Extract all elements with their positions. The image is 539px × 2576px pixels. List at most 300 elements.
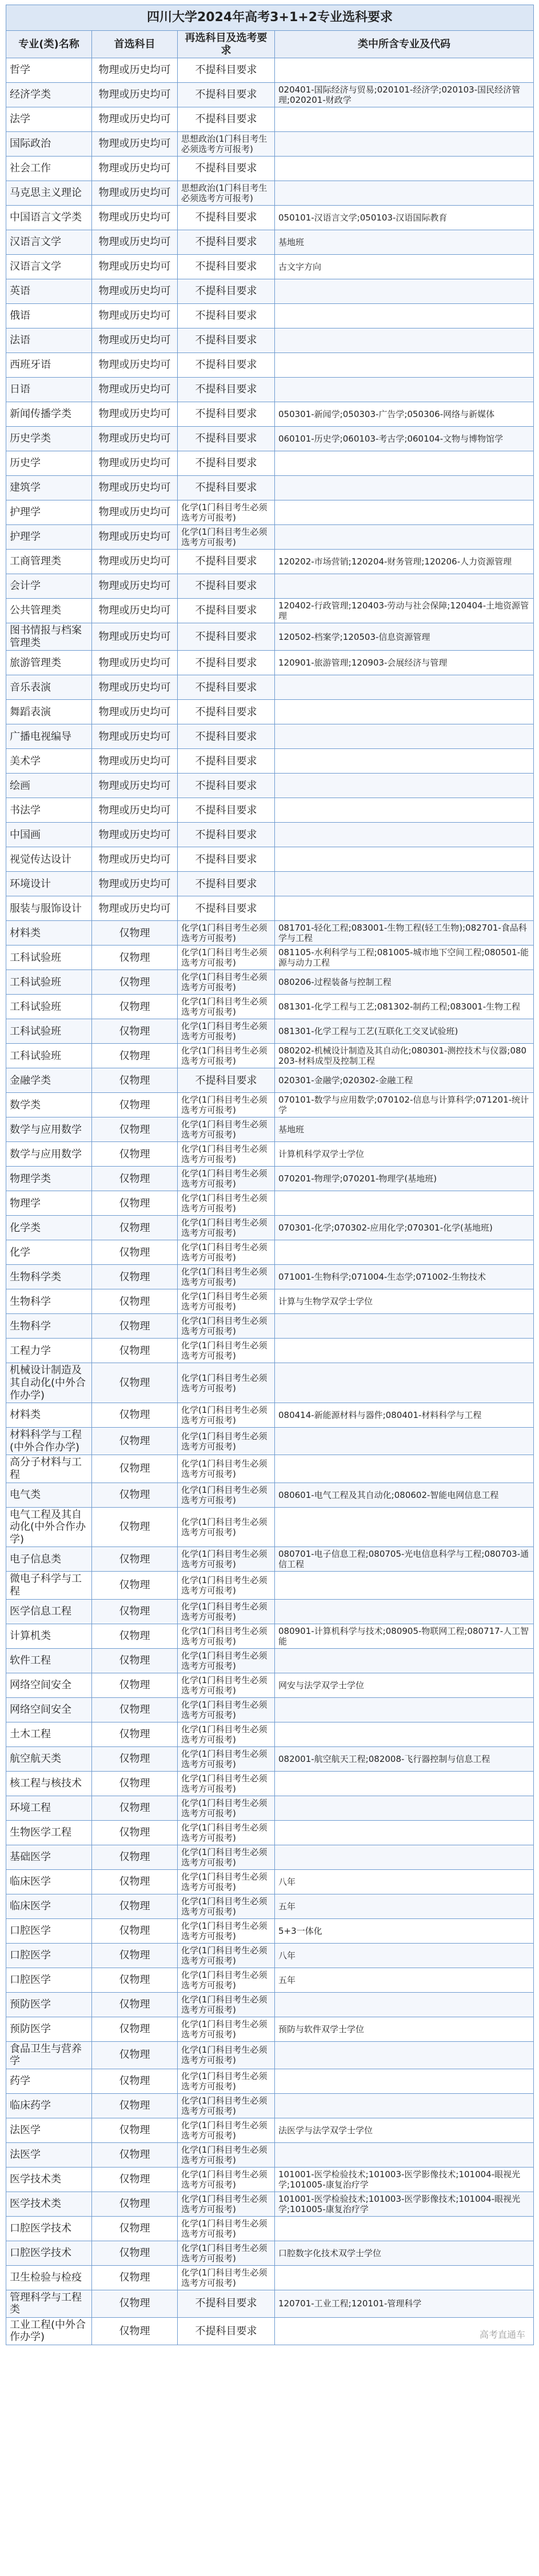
cell-included-majors — [275, 1648, 534, 1673]
table-row — [6, 1167, 534, 1191]
table-row — [6, 1746, 534, 1771]
cell-included-majors — [275, 872, 534, 896]
cell-second-subject: 化学(1门科目考生必须选考方可报考) — [178, 2192, 275, 2216]
cell-included-majors: 080701-电子信息工程;080705-光电信息科学与工程;080703-通信工程 — [275, 1547, 534, 1572]
table-row — [6, 1363, 534, 1403]
cell-major: 电气类 — [6, 1483, 92, 1507]
cell-first-subject: 仅物理 — [92, 1019, 178, 1044]
table-row — [6, 1428, 534, 1455]
table-row — [6, 1943, 534, 1968]
table-row — [6, 946, 534, 970]
cell-first-subject: 仅物理 — [92, 970, 178, 995]
cell-major: 医学技术类 — [6, 2167, 92, 2192]
cell-first-subject: 物理或历史均可 — [92, 550, 178, 574]
cell-first-subject: 仅物理 — [92, 1068, 178, 1093]
cell-second-subject: 不提科目要求 — [178, 476, 275, 500]
cell-first-subject: 物理或历史均可 — [92, 353, 178, 378]
cell-first-subject: 物理或历史均可 — [92, 798, 178, 823]
cell-included-majors — [275, 1599, 534, 1624]
cell-first-subject: 物理或历史均可 — [92, 304, 178, 328]
cell-second-subject: 化学(1门科目考生必须选考方可报考) — [178, 1289, 275, 1314]
cell-major: 材料科学与工程(中外合作办学) — [6, 1428, 92, 1455]
cell-second-subject: 不提科目要求 — [178, 896, 275, 921]
cell-major: 图书情报与档案管理类 — [6, 623, 92, 651]
table-row — [6, 1722, 534, 1746]
cell-included-majors: 基地班 — [275, 1117, 534, 1142]
cell-major: 中国语言文学类 — [6, 206, 92, 230]
cell-major: 生物科学类 — [6, 1265, 92, 1289]
table-row — [6, 476, 534, 500]
table-row — [6, 921, 534, 946]
table-body — [6, 58, 534, 2345]
table-row — [6, 2192, 534, 2216]
cell-second-subject: 不提科目要求 — [178, 157, 275, 181]
cell-included-majors: 101001-医学检验技术;101003-医学影像技术;101004-眼视光学;101005-康复治疗学 — [275, 2167, 534, 2192]
cell-major: 材料类 — [6, 1403, 92, 1428]
table-row — [6, 83, 534, 107]
cell-first-subject: 物理或历史均可 — [92, 774, 178, 798]
cell-first-subject: 物理或历史均可 — [92, 402, 178, 427]
cell-second-subject: 化学(1门科目考生必须选考方可报考) — [178, 1216, 275, 1240]
cell-second-subject: 不提科目要求 — [178, 550, 275, 574]
table-row — [6, 1216, 534, 1240]
table-row — [6, 1673, 534, 1697]
cell-major: 物理学类 — [6, 1167, 92, 1191]
cell-second-subject: 化学(1门科目考生必须选考方可报考) — [178, 1339, 275, 1363]
cell-second-subject: 化学(1门科目考生必须选考方可报考) — [178, 1746, 275, 1771]
cell-first-subject: 仅物理 — [92, 1771, 178, 1796]
cell-second-subject: 思想政治(1门科目考生必须选考方可报考) — [178, 132, 275, 157]
cell-major: 临床医学 — [6, 1869, 92, 1894]
cell-included-majors — [275, 157, 534, 181]
cell-first-subject: 仅物理 — [92, 2192, 178, 2216]
cell-major: 数学与应用数学 — [6, 1117, 92, 1142]
cell-major: 化学 — [6, 1240, 92, 1265]
cell-second-subject: 化学(1门科目考生必须选考方可报考) — [178, 1648, 275, 1673]
cell-included-majors — [275, 1572, 534, 1599]
cell-included-majors — [275, 500, 534, 525]
cell-second-subject: 不提科目要求 — [178, 353, 275, 378]
cell-major: 工科试验班 — [6, 1044, 92, 1068]
table-row — [6, 1068, 534, 1093]
cell-major: 软件工程 — [6, 1648, 92, 1673]
column-header-included-majors: 类中所含专业及代码 — [275, 31, 534, 58]
cell-first-subject: 仅物理 — [92, 1117, 178, 1142]
cell-second-subject: 不提科目要求 — [178, 427, 275, 451]
cell-first-subject: 仅物理 — [92, 2317, 178, 2345]
cell-major: 会计学 — [6, 574, 92, 599]
cell-included-majors — [275, 724, 534, 749]
cell-second-subject: 不提科目要求 — [178, 651, 275, 675]
cell-included-majors — [275, 1845, 534, 1869]
cell-first-subject: 仅物理 — [92, 1428, 178, 1455]
cell-included-majors: 八年 — [275, 1943, 534, 1968]
table-row — [6, 2041, 534, 2069]
cell-first-subject: 物理或历史均可 — [92, 500, 178, 525]
cell-major: 舞蹈表演 — [6, 700, 92, 724]
table-row — [6, 1599, 534, 1624]
cell-major: 化学类 — [6, 1216, 92, 1240]
cell-first-subject: 物理或历史均可 — [92, 255, 178, 279]
cell-second-subject: 不提科目要求 — [178, 402, 275, 427]
cell-second-subject: 不提科目要求 — [178, 378, 275, 402]
cell-second-subject: 不提科目要求 — [178, 58, 275, 83]
cell-major: 工程力学 — [6, 1339, 92, 1363]
cell-major: 新闻传播学类 — [6, 402, 92, 427]
cell-major: 日语 — [6, 378, 92, 402]
cell-included-majors: 120701-工业工程;120101-管理科学 — [275, 2290, 534, 2317]
cell-second-subject: 化学(1门科目考生必须选考方可报考) — [178, 1943, 275, 1968]
table-row — [6, 700, 534, 724]
table-row — [6, 132, 534, 157]
cell-major: 数学类 — [6, 1093, 92, 1117]
cell-first-subject: 仅物理 — [92, 1216, 178, 1240]
cell-major: 工科试验班 — [6, 970, 92, 995]
cell-first-subject: 物理或历史均可 — [92, 58, 178, 83]
cell-major: 音乐表演 — [6, 675, 92, 700]
table-row — [6, 823, 534, 847]
cell-major: 哲学 — [6, 58, 92, 83]
table-row — [6, 378, 534, 402]
table-row — [6, 1820, 534, 1845]
cell-major: 物理学 — [6, 1191, 92, 1216]
cell-major: 马克思主义理论 — [6, 181, 92, 206]
cell-first-subject: 仅物理 — [92, 1167, 178, 1191]
cell-major: 食品卫生与营养学 — [6, 2041, 92, 2069]
cell-included-majors — [275, 304, 534, 328]
cell-included-majors: 预防与软件双学士学位 — [275, 2017, 534, 2041]
table-row — [6, 328, 534, 353]
table-row — [6, 2069, 534, 2093]
cell-major: 基础医学 — [6, 1845, 92, 1869]
cell-major: 工商管理类 — [6, 550, 92, 574]
cell-second-subject: 不提科目要求 — [178, 255, 275, 279]
cell-major: 西班牙语 — [6, 353, 92, 378]
cell-included-majors: 070201-物理学;070201-物理学(基地班) — [275, 1167, 534, 1191]
cell-included-majors — [275, 2093, 534, 2118]
cell-major: 工科试验班 — [6, 1019, 92, 1044]
cell-major: 金融学类 — [6, 1068, 92, 1093]
cell-first-subject: 物理或历史均可 — [92, 83, 178, 107]
cell-first-subject: 仅物理 — [92, 1845, 178, 1869]
cell-major: 经济学类 — [6, 83, 92, 107]
cell-included-majors — [275, 896, 534, 921]
cell-major: 法医学 — [6, 2118, 92, 2142]
table-row — [6, 1483, 534, 1507]
cell-first-subject: 仅物理 — [92, 1599, 178, 1624]
cell-second-subject: 化学(1门科目考生必须选考方可报考) — [178, 1992, 275, 2017]
cell-major: 生物科学 — [6, 1289, 92, 1314]
cell-second-subject: 不提科目要求 — [178, 451, 275, 476]
cell-first-subject: 仅物理 — [92, 1722, 178, 1746]
cell-second-subject: 化学(1门科目考生必须选考方可报考) — [178, 995, 275, 1019]
table-row — [6, 847, 534, 872]
table-row — [6, 1093, 534, 1117]
cell-second-subject: 化学(1门科目考生必须选考方可报考) — [178, 2017, 275, 2041]
cell-included-majors — [275, 476, 534, 500]
cell-first-subject: 物理或历史均可 — [92, 328, 178, 353]
cell-second-subject: 不提科目要求 — [178, 774, 275, 798]
cell-first-subject: 物理或历史均可 — [92, 107, 178, 132]
cell-major: 口腔医学技术 — [6, 2241, 92, 2265]
cell-second-subject: 化学(1门科目考生必须选考方可报考) — [178, 1968, 275, 1992]
table-row — [6, 2118, 534, 2142]
table-row — [6, 1796, 534, 1820]
cell-major: 数学与应用数学 — [6, 1142, 92, 1167]
table-row — [6, 2216, 534, 2241]
cell-second-subject: 化学(1门科目考生必须选考方可报考) — [178, 1547, 275, 1572]
cell-second-subject: 化学(1门科目考生必须选考方可报考) — [178, 921, 275, 946]
table-row — [6, 255, 534, 279]
cell-major: 网络空间安全 — [6, 1673, 92, 1697]
cell-second-subject: 不提科目要求 — [178, 749, 275, 774]
cell-second-subject: 化学(1门科目考生必须选考方可报考) — [178, 2142, 275, 2167]
cell-second-subject: 化学(1门科目考生必须选考方可报考) — [178, 1845, 275, 1869]
cell-first-subject: 仅物理 — [92, 1943, 178, 1968]
cell-second-subject: 不提科目要求 — [178, 2290, 275, 2317]
cell-second-subject: 化学(1门科目考生必须选考方可报考) — [178, 2216, 275, 2241]
column-header-second-subject: 再选科目及选考要求 — [178, 31, 275, 58]
table-row — [6, 774, 534, 798]
cell-major: 临床药学 — [6, 2093, 92, 2118]
cell-major: 机械设计制造及其自动化(中外合作办学) — [6, 1363, 92, 1403]
cell-major: 临床医学 — [6, 1894, 92, 1918]
cell-first-subject: 仅物理 — [92, 1673, 178, 1697]
cell-included-majors: 120402-行政管理;120403-劳动与社会保障;120404-土地资源管理 — [275, 599, 534, 623]
table-row — [6, 1992, 534, 2017]
table-row — [6, 574, 534, 599]
cell-second-subject: 不提科目要求 — [178, 700, 275, 724]
cell-major: 预防医学 — [6, 1992, 92, 2017]
cell-second-subject: 化学(1门科目考生必须选考方可报考) — [178, 1117, 275, 1142]
cell-included-majors — [275, 1363, 534, 1403]
cell-first-subject: 仅物理 — [92, 1547, 178, 1572]
cell-included-majors: 080601-电气工程及其自动化;080602-智能电网信息工程 — [275, 1483, 534, 1507]
cell-included-majors — [275, 1796, 534, 1820]
cell-first-subject: 仅物理 — [92, 1507, 178, 1547]
cell-major: 建筑学 — [6, 476, 92, 500]
cell-included-majors — [275, 378, 534, 402]
cell-included-majors — [275, 1820, 534, 1845]
cell-first-subject: 仅物理 — [92, 1240, 178, 1265]
cell-major: 高分子材料与工程 — [6, 1455, 92, 1483]
cell-first-subject: 仅物理 — [92, 2069, 178, 2093]
cell-second-subject: 化学(1门科目考生必须选考方可报考) — [178, 1044, 275, 1068]
cell-first-subject: 物理或历史均可 — [92, 132, 178, 157]
column-header-major: 专业(类)名称 — [6, 31, 92, 58]
table-row — [6, 1845, 534, 1869]
cell-included-majors: 5+3一体化 — [275, 1918, 534, 1943]
cell-major: 医学信息工程 — [6, 1599, 92, 1624]
table-row — [6, 724, 534, 749]
cell-second-subject: 化学(1门科目考生必须选考方可报考) — [178, 1363, 275, 1403]
cell-first-subject: 仅物理 — [92, 1044, 178, 1068]
cell-included-majors — [275, 2216, 534, 2241]
cell-included-majors: 五年 — [275, 1894, 534, 1918]
cell-first-subject: 物理或历史均可 — [92, 427, 178, 451]
cell-major: 汉语言文学 — [6, 255, 92, 279]
table-row — [6, 427, 534, 451]
cell-major: 口腔医学 — [6, 1968, 92, 1992]
cell-major: 土木工程 — [6, 1722, 92, 1746]
cell-first-subject: 物理或历史均可 — [92, 872, 178, 896]
cell-second-subject: 化学(1门科目考生必须选考方可报考) — [178, 1403, 275, 1428]
table-row — [6, 1117, 534, 1142]
cell-first-subject: 仅物理 — [92, 1314, 178, 1339]
cell-first-subject: 仅物理 — [92, 1483, 178, 1507]
cell-major: 俄语 — [6, 304, 92, 328]
cell-second-subject: 化学(1门科目考生必须选考方可报考) — [178, 2041, 275, 2069]
cell-second-subject: 化学(1门科目考生必须选考方可报考) — [178, 2118, 275, 2142]
table-row — [6, 1697, 534, 1722]
cell-major: 公共管理类 — [6, 599, 92, 623]
cell-major: 口腔医学技术 — [6, 2216, 92, 2241]
cell-included-majors — [275, 574, 534, 599]
cell-first-subject: 仅物理 — [92, 2216, 178, 2241]
table-row — [6, 896, 534, 921]
table-row — [6, 500, 534, 525]
cell-major: 法学 — [6, 107, 92, 132]
table-row — [6, 1507, 534, 1547]
cell-included-majors — [275, 1722, 534, 1746]
table-row — [6, 353, 534, 378]
cell-first-subject: 仅物理 — [92, 1142, 178, 1167]
cell-second-subject: 不提科目要求 — [178, 1068, 275, 1093]
cell-major: 微电子科学与工程 — [6, 1572, 92, 1599]
table-row — [6, 2241, 534, 2265]
cell-first-subject: 仅物理 — [92, 2118, 178, 2142]
cell-major: 生物医学工程 — [6, 1820, 92, 1845]
cell-major: 中国画 — [6, 823, 92, 847]
cell-second-subject: 不提科目要求 — [178, 724, 275, 749]
cell-major: 网络空间安全 — [6, 1697, 92, 1722]
cell-major: 社会工作 — [6, 157, 92, 181]
cell-first-subject: 仅物理 — [92, 946, 178, 970]
table-row — [6, 1191, 534, 1216]
cell-major: 口腔医学 — [6, 1943, 92, 1968]
cell-second-subject: 化学(1门科目考生必须选考方可报考) — [178, 500, 275, 525]
cell-first-subject: 物理或历史均可 — [92, 896, 178, 921]
cell-first-subject: 物理或历史均可 — [92, 476, 178, 500]
cell-included-majors: 080414-新能源材料与器件;080401-材料科学与工程 — [275, 1403, 534, 1428]
cell-included-majors — [275, 1771, 534, 1796]
cell-second-subject: 化学(1门科目考生必须选考方可报考) — [178, 1191, 275, 1216]
cell-first-subject: 仅物理 — [92, 1648, 178, 1673]
column-header-first-subject: 首选科目 — [92, 31, 178, 58]
cell-included-majors: 计算与生物学双学士学位 — [275, 1289, 534, 1314]
cell-first-subject: 仅物理 — [92, 995, 178, 1019]
cell-first-subject: 仅物理 — [92, 1869, 178, 1894]
table-row — [6, 525, 534, 550]
cell-included-majors — [275, 328, 534, 353]
table-row — [6, 749, 534, 774]
cell-first-subject: 仅物理 — [92, 1746, 178, 1771]
cell-second-subject: 化学(1门科目考生必须选考方可报考) — [178, 1167, 275, 1191]
table-row — [6, 181, 534, 206]
cell-major: 旅游管理类 — [6, 651, 92, 675]
cell-included-majors: 080901-计算机科学与技术;080905-物联网工程;080717-人工智能 — [275, 1624, 534, 1648]
cell-included-majors — [275, 279, 534, 304]
cell-major: 环境工程 — [6, 1796, 92, 1820]
cell-major: 预防医学 — [6, 2017, 92, 2041]
cell-first-subject: 物理或历史均可 — [92, 847, 178, 872]
cell-second-subject: 化学(1门科目考生必须选考方可报考) — [178, 2069, 275, 2093]
cell-first-subject: 仅物理 — [92, 1403, 178, 1428]
cell-major: 护理学 — [6, 500, 92, 525]
cell-major: 护理学 — [6, 525, 92, 550]
cell-second-subject: 化学(1门科目考生必须选考方可报考) — [178, 2265, 275, 2290]
cell-included-majors: 古文字方向 — [275, 255, 534, 279]
cell-first-subject: 物理或历史均可 — [92, 451, 178, 476]
cell-major: 管理科学与工程类 — [6, 2290, 92, 2317]
watermark: 高考直通车 — [479, 2329, 525, 2341]
table-row — [6, 1455, 534, 1483]
cell-first-subject: 仅物理 — [92, 1820, 178, 1845]
cell-second-subject: 思想政治(1门科目考生必须选考方可报考) — [178, 181, 275, 206]
cell-second-subject: 不提科目要求 — [178, 574, 275, 599]
cell-second-subject: 化学(1门科目考生必须选考方可报考) — [178, 1697, 275, 1722]
cell-included-majors — [275, 181, 534, 206]
cell-first-subject: 仅物理 — [92, 1339, 178, 1363]
cell-second-subject: 不提科目要求 — [178, 599, 275, 623]
table-row — [6, 2290, 534, 2317]
cell-major: 美术学 — [6, 749, 92, 774]
cell-first-subject: 仅物理 — [92, 1093, 178, 1117]
cell-second-subject: 化学(1门科目考生必须选考方可报考) — [178, 1019, 275, 1044]
cell-second-subject: 化学(1门科目考生必须选考方可报考) — [178, 970, 275, 995]
cell-first-subject: 仅物理 — [92, 2290, 178, 2317]
cell-second-subject: 不提科目要求 — [178, 83, 275, 107]
table-row — [6, 1918, 534, 1943]
cell-major: 工科试验班 — [6, 946, 92, 970]
cell-first-subject: 仅物理 — [92, 2142, 178, 2167]
cell-major: 法医学 — [6, 2142, 92, 2167]
cell-first-subject: 物理或历史均可 — [92, 181, 178, 206]
table-row — [6, 2167, 534, 2192]
table-row — [6, 1142, 534, 1167]
table-row — [6, 2093, 534, 2118]
cell-major: 工科试验班 — [6, 995, 92, 1019]
cell-major: 口腔医学 — [6, 1918, 92, 1943]
cell-first-subject: 物理或历史均可 — [92, 623, 178, 651]
table-row — [6, 599, 534, 623]
cell-second-subject: 化学(1门科目考生必须选考方可报考) — [178, 1599, 275, 1624]
cell-included-majors: 081301-化学工程与工艺;081302-制药工程;083001-生物工程 — [275, 995, 534, 1019]
cell-included-majors: 080202-机械设计制造及其自动化;080301-测控技术与仪器;080203-材料成型及控制工程 — [275, 1044, 534, 1068]
cell-second-subject: 不提科目要求 — [178, 675, 275, 700]
cell-included-majors — [275, 1507, 534, 1547]
cell-first-subject: 物理或历史均可 — [92, 599, 178, 623]
table-row — [6, 1240, 534, 1265]
cell-first-subject: 仅物理 — [92, 921, 178, 946]
cell-major: 环境设计 — [6, 872, 92, 896]
cell-first-subject: 物理或历史均可 — [92, 651, 178, 675]
cell-first-subject: 物理或历史均可 — [92, 230, 178, 255]
cell-major: 绘画 — [6, 774, 92, 798]
cell-included-majors — [275, 353, 534, 378]
cell-second-subject: 化学(1门科目考生必须选考方可报考) — [178, 1572, 275, 1599]
cell-second-subject: 不提科目要求 — [178, 798, 275, 823]
cell-first-subject: 仅物理 — [92, 1455, 178, 1483]
cell-second-subject: 化学(1门科目考生必须选考方可报考) — [178, 2093, 275, 2118]
cell-second-subject: 不提科目要求 — [178, 279, 275, 304]
cell-first-subject: 仅物理 — [92, 1265, 178, 1289]
table-row — [6, 230, 534, 255]
table-row — [6, 1403, 534, 1428]
cell-first-subject: 仅物理 — [92, 2093, 178, 2118]
cell-included-majors — [275, 1428, 534, 1455]
table-row — [6, 1894, 534, 1918]
